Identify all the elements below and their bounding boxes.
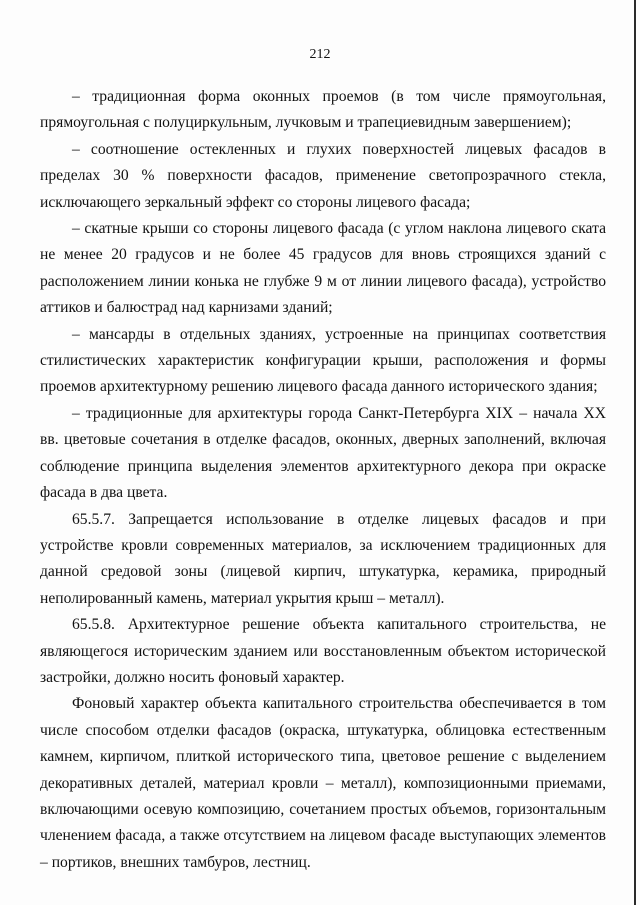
paragraph-color-combinations: – традиционные для архитектуры города Санкт-Петербурга XIX – начала XX вв. цветовые сочетания в отделке фасадов, оконных, дверных заполнений, включая соблюдение принципа выделения элементов архитектурного декора при окраске фасада в два цвета. [40,404,606,502]
paragraph-glazing-ratio: – соотношение остекленных и глухих поверхностей лицевых фасадов в пределах 30 % поверхности фасадов, применение светопрозрачного стекла, исключающего зеркальный эффект со стороны лицевого фасада; [40,140,606,211]
paragraph-pitched-roofs: – скатные крыши со стороны лицевого фасада (с углом наклона лицевого ската не менее 20 градусов и не более 45 градусов для вновь строящихся зданий с расположением линии конька не глубже 9 м от линии лицевого фасада), устройство аттиков и балюстрад над карнизами зданий; [40,220,606,317]
paragraph-65-5-8: 65.5.8. Архитектурное решение объекта капитального строительства, не являющегося историческим зданием или восстановленным объектом исторической застройки, должно носить фоновый характер. [40,616,606,686]
paragraph-mansards: – мансарды в отдельных зданиях, устроенные на принципах соответствия стилистических характеристик конфигурации крыши, расположения и формы проемов архитектурному решению лицевого фасада данного исторического здания; [40,325,606,396]
document-body [40,84,606,876]
page-number: 212 [309,47,331,62]
paragraph-65-5-7: 65.5.7. Запрещается использование в отделке лицевых фасадов и при устройстве кровли современных материалов, за исключением традиционных для данной средовой зоны (лицевой кирпич, штукатурка, керамика, природный неполированный камень, материал укрытия крыш – металл). [40,510,606,607]
paragraph-window-openings: – традиционная форма оконных проемов (в том числе прямоугольная, прямоугольная с полуциркульным, лучковым и трапециевидным завершением); [40,88,606,132]
paragraph-background-character: Фоновый характер объекта капитального строительства обеспечивается в том числе способом отделки фасадов (окраска, штукатурка, облицовка естественным камнем, кирпичом, плиткой исторического типа, цветовое решение с выделением декоративных деталей, материал кровли – металл), композиционными приемами, включающими осевую композицию, сочетанием простых объемов, горизонтальным членением фасада, а также отсутствием на лицевом фасаде выступающих элементов – портиков, внешних тамбуров, лестниц. [40,695,606,871]
scan-edge-line [634,0,636,905]
